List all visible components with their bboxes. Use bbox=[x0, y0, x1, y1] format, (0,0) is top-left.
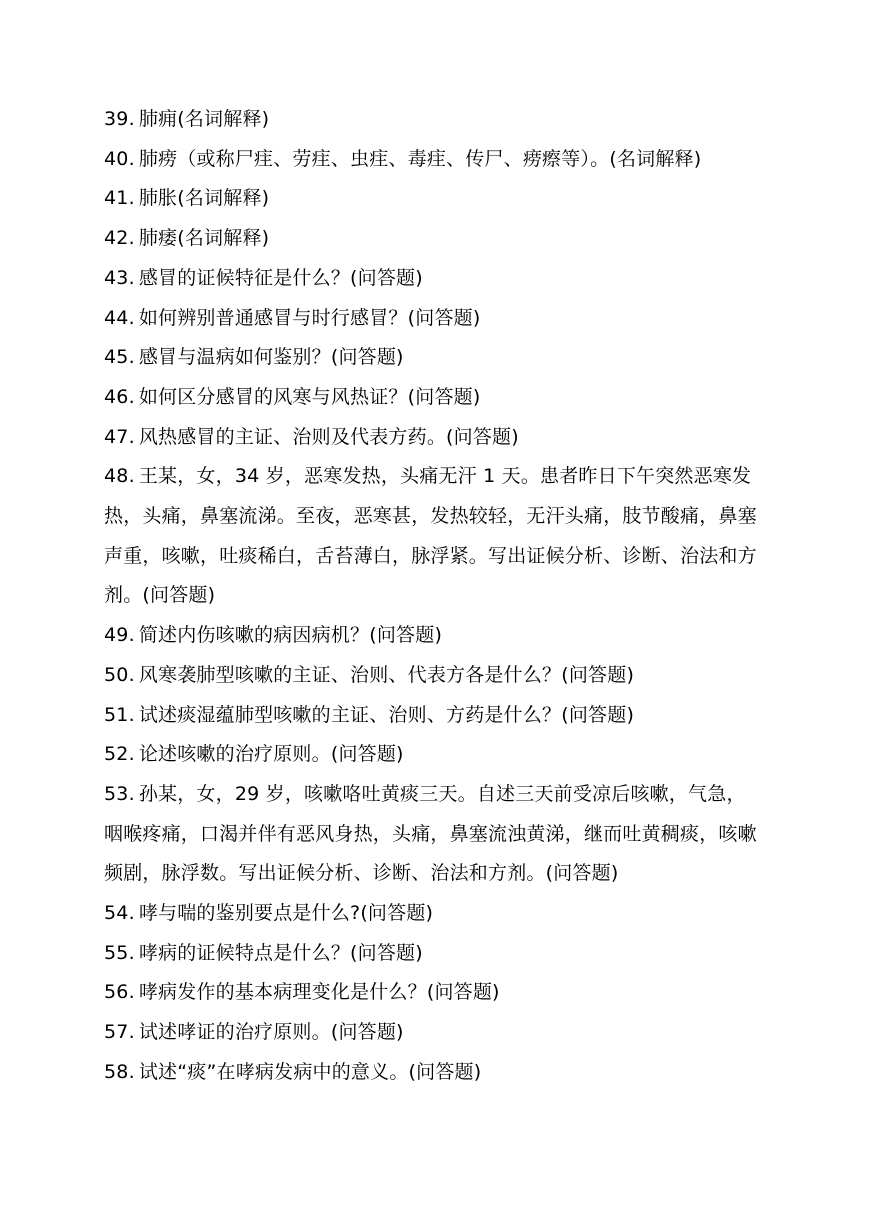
question-text: 孙某，女，29 岁，咳嗽咯吐黄痰三天。自述三天前受凉后咳嗽，气急，咽喉疼痛，口渴并伴有恶风身热，头痛，鼻塞流浊黄涕，继而吐黄稠痰，咳嗽频剧，脉浮数。写出证候分析、诊断、治法和方剂。(问答题) bbox=[104, 782, 757, 885]
question-number: 51. bbox=[104, 703, 135, 726]
question-number: 57. bbox=[104, 1021, 135, 1044]
question-item bbox=[104, 1053, 764, 1093]
question-number: 50. bbox=[104, 663, 135, 686]
question-text: 肺痨（或称尸疰、劳疰、虫疰、毒疰、传尸、痨瘵等）。(名词解释) bbox=[138, 147, 702, 170]
question-item bbox=[104, 735, 764, 775]
question-text: 论述咳嗽的治疗原则。(问答题) bbox=[138, 743, 404, 766]
question-number: 54. bbox=[104, 902, 135, 925]
question-text: 哮病发作的基本病理变化是什么？(问答题) bbox=[138, 981, 500, 1004]
question-number: 53. bbox=[104, 782, 135, 805]
question-number: 47. bbox=[104, 425, 135, 448]
question-text: 王某，女，34 岁，恶寒发热，头痛无汗 1 天。患者昨日下午突然恶寒发热，头痛，鼻塞流涕。至夜，恶寒甚，发热较轻，无汗头痛，肢节酸痛，鼻塞声重，咳嗽，吐痰稀白，舌苔薄白，脉浮紧。写出证候分析、诊断、治法和方剂。(问答题) bbox=[104, 465, 757, 607]
question-item bbox=[104, 894, 764, 934]
question-number: 43. bbox=[104, 266, 135, 289]
question-item bbox=[104, 973, 764, 1013]
question-item bbox=[104, 140, 764, 180]
question-number: 48. bbox=[104, 465, 135, 488]
question-text: 如何区分感冒的风寒与风热证？(问答题) bbox=[138, 385, 481, 408]
question-text: 风寒袭肺型咳嗽的主证、治则、代表方各是什么？(问答题) bbox=[138, 663, 635, 686]
question-text: 简述内伤咳嗽的病因病机？(问答题) bbox=[138, 624, 443, 647]
question-text: 哮病的证候特点是什么？(问答题) bbox=[138, 941, 423, 964]
question-item bbox=[104, 100, 764, 140]
question-item bbox=[104, 656, 764, 696]
question-item bbox=[104, 179, 764, 219]
question-text: 肺胀(名词解释) bbox=[138, 187, 270, 210]
question-number: 44. bbox=[104, 306, 135, 329]
question-item bbox=[104, 457, 764, 616]
question-item bbox=[104, 219, 764, 259]
question-item bbox=[104, 696, 764, 736]
question-item bbox=[104, 616, 764, 656]
question-text: 试述哮证的治疗原则。(问答题) bbox=[138, 1021, 404, 1044]
question-number: 56. bbox=[104, 981, 135, 1004]
question-number: 58. bbox=[104, 1060, 135, 1083]
question-text: 如何辨别普通感冒与时行感冒？(问答题) bbox=[138, 306, 481, 329]
question-item bbox=[104, 775, 764, 894]
question-text: 感冒与温病如何鉴别？(问答题) bbox=[138, 346, 404, 369]
question-number: 52. bbox=[104, 743, 135, 766]
question-number: 45. bbox=[104, 346, 135, 369]
question-number: 41. bbox=[104, 187, 135, 210]
question-item bbox=[104, 934, 764, 974]
question-number: 46. bbox=[104, 385, 135, 408]
question-item bbox=[104, 299, 764, 339]
question-text: 肺痿(名词解释) bbox=[138, 227, 270, 250]
question-number: 40. bbox=[104, 147, 135, 170]
question-item bbox=[104, 259, 764, 299]
question-text: 风热感冒的主证、治则及代表方药。(问答题) bbox=[138, 425, 519, 448]
question-item bbox=[104, 1013, 764, 1053]
question-number: 39. bbox=[104, 108, 135, 130]
question-text: 哮与喘的鉴别要点是什么?(问答题) bbox=[138, 902, 434, 925]
question-text: 试述痰湿蕴肺型咳嗽的主证、治则、方药是什么？(问答题) bbox=[138, 703, 635, 726]
question-item bbox=[104, 418, 764, 458]
question-list bbox=[104, 100, 764, 1093]
question-number: 49. bbox=[104, 624, 135, 647]
question-text: 感冒的证候特征是什么？(问答题) bbox=[138, 266, 423, 289]
question-number: 42. bbox=[104, 227, 135, 250]
question-text: 肺痈(名词解释) bbox=[138, 108, 270, 130]
question-item bbox=[104, 338, 764, 378]
question-item bbox=[104, 378, 764, 418]
question-number: 55. bbox=[104, 941, 135, 964]
question-text: 试述“痰”在哮病发病中的意义。(问答题) bbox=[138, 1060, 482, 1083]
